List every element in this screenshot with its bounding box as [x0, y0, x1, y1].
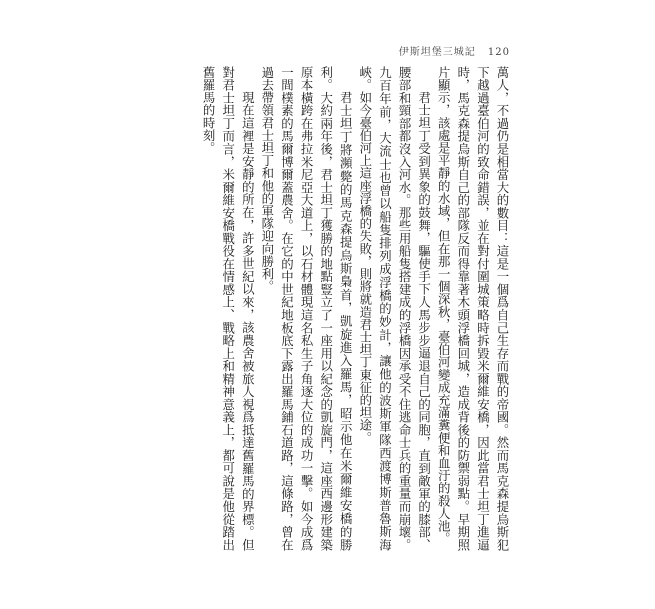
paragraph-4: 現在這裡是安靜的所在，許多世紀以來，該農舍被旅人視爲抵達舊羅馬的界標。但對君士坦丁而言，米爾維安橋戰役在情感上、戰略上和精神意義上，都可說是他從踏出舊羅馬的時刻。: [201, 66, 256, 551]
page-number: 120: [487, 47, 510, 58]
running-head: [399, 43, 510, 58]
book-title: 伊斯坦堡三城記: [398, 47, 476, 58]
body-text: [199, 66, 513, 551]
paragraph-1: 萬人，不過仍是相當大的數目：這是一個爲自己生存而戰的帝國。然而馬克森提烏斯犯下越過臺伯河的致命錯誤，並在對付圍城策略時拆毀米爾維安橋，因此當君士坦丁進逼時，馬克森提烏斯自己的部隊反而得靠著木頭浮橋回城，造成背後的防禦弱點。早期照片顯示，該處是平靜的水域，但在那一個深秋，臺伯河變成充滿糞便和血汙的殺人池。: [436, 66, 510, 551]
paragraph-3: 君士坦丁將瀕斃的馬克森提烏斯梟首，凱旋進入羅馬，昭示他在米爾維安橋的勝利。大約兩年後，君士坦丁獲勝的地點豎立了一座用以紀念的凱旋門，這座西邊形建築原本橫跨在弗拉米尼亞大道上，以石材體現這名私生子角逐大位的成功一擊。如今成爲一間樸素的馬爾博爾蓋農舍。在它的中世紀地板底下露出羅馬鋪石道路，這條路，曾在過去帶領君士坦丁和他的軍隊迎向勝利。: [259, 66, 354, 551]
paragraph-2: 君士坦丁受到異象的鼓舞，驅使手下人馬步步逼退自己的同胞，直到敵軍的膝部、腰部和頸部都沒入河水。那些用船隻搭建成的浮橋因承受不住逃命士兵的重量而崩壞。九百年前，大流士也曾以船隻排列成浮橋的妙計，讓他的波斯軍隊西渡博斯普魯斯海峽。如今臺伯河上這座浮橋的失敗，則將就造君士坦丁東征的坦途。: [357, 66, 432, 551]
